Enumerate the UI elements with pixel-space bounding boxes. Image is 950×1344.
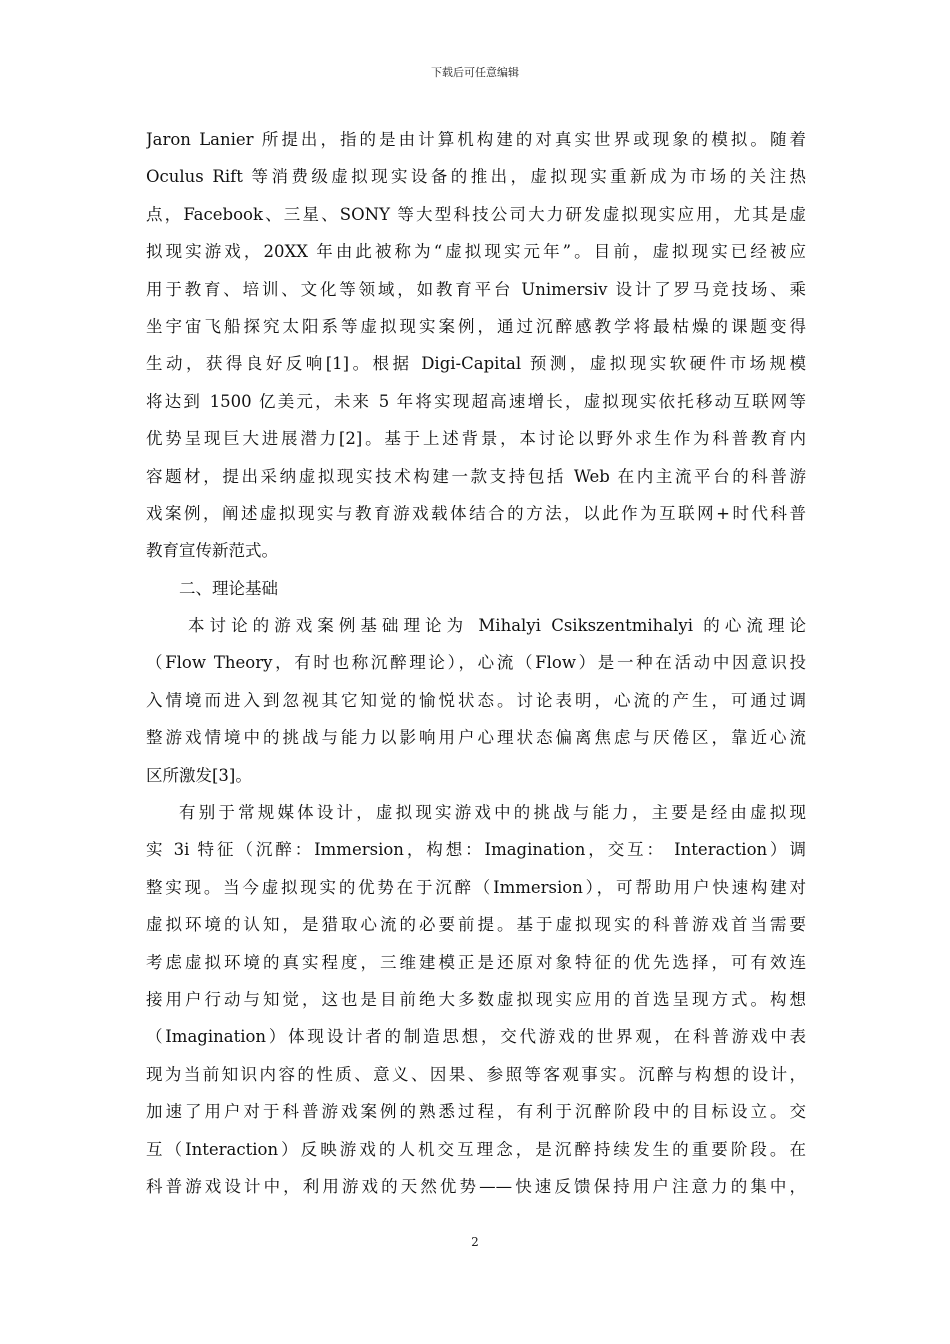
text-line: 接用户行动与知觉，这也是目前绝大多数虚拟现实应用的首选呈现方式。构想 (146, 989, 806, 1009)
text-line: 优势呈现巨大进展潜力[2]。基于上述背景，本讨论以野外求生作为科普教育内 (146, 429, 806, 449)
text-line: 点，Facebook、三星、SONY 等大型科技公司大力研发虚拟现实应用，尤其是虚 (146, 204, 806, 224)
page-header: 下载后可任意编辑 (431, 66, 519, 79)
text-line: 现为当前知识内容的性质、意义、因果、参照等客观事实。沉醉与构想的设计， (146, 1064, 806, 1084)
text-line: 科普游戏设计中，利用游戏的天然优势——快速反馈保持用户注意力的集中， (146, 1176, 806, 1196)
text-line: 将达到 1500 亿美元，未来 5 年将实现超高速增长，虚拟现实依托移动互联网等 (146, 391, 806, 411)
text-line: 实 3i 特征（沉醉：Immersion，构想：Imagination，交互： Interaction）调 (146, 840, 806, 860)
text-line: 本讨论的游戏案例基础理论为 Mihalyi Csikszentmihalyi 的心流理论 (188, 616, 806, 636)
text-line: 坐宇宙飞船探究太阳系等虚拟现实案例，通过沉醉感教学将最枯燥的课题变得 (146, 316, 806, 336)
text-line: 加速了用户对于科普游戏案例的熟悉过程，有利于沉醉阶段中的目标设立。交 (146, 1102, 806, 1122)
text-line: 拟现实游戏，20XX 年由此被称为“虚拟现实元年”。目前，虚拟现实已经被应 (146, 242, 806, 262)
text-line: 整游戏情境中的挑战与能力以影响用户心理状态偏离焦虑与厌倦区，靠近心流 (146, 728, 806, 748)
body-text (146, 121, 806, 1205)
text-line: （Flow Theory，有时也称沉醉理论），心流（Flow）是一种在活动中因意识投 (146, 653, 806, 673)
text-line: （Imagination）体现设计者的制造思想，交代游戏的世界观，在科普游戏中表 (146, 1027, 806, 1047)
text-line: 有别于常规媒体设计，虚拟现实游戏中的挑战与能力，主要是经由虚拟现 (179, 803, 806, 823)
page-number: 2 (471, 1235, 479, 1249)
text-line: 生动，获得良好反响[1]。根据 Digi-Capital 预测，虚拟现实软硬件市场规模 (146, 354, 806, 374)
text-line: 用于教育、培训、文化等领域，如教育平台 Unimersiv 设计了罗马竞技场、乘 (146, 279, 806, 299)
text-line: 考虑虚拟环境的真实程度，三维建模正是还原对象特征的优先选择，可有效连 (146, 952, 806, 972)
text-line: 互（Interaction）反映游戏的人机交互理念，是沉醉持续发生的重要阶段。在 (146, 1139, 806, 1159)
text-line: 入情境而进入到忽视其它知觉的愉悦状态。讨论表明，心流的产生，可通过调 (146, 690, 806, 710)
text-line: Jaron Lanier 所提出，指的是由计算机构建的对真实世界或现象的模拟。随着 (146, 130, 806, 149)
text-line: 区所激发[3]。 (146, 765, 252, 785)
text-line: 教育宣传新范式。 (146, 541, 278, 561)
text-line: 虚拟环境的认知，是猎取心流的必要前提。基于虚拟现实的科普游戏首当需要 (146, 915, 806, 935)
text-line: 容题材，提出采纳虚拟现实技术构建一款支持包括 Web 在内主流平台的科普游 (146, 466, 806, 486)
text-line: 整实现。当今虚拟现实的优势在于沉醉（Immersion），可帮助用户快速构建对 (146, 877, 806, 897)
text-line: 戏案例，阐述虚拟现实与教育游戏载体结合的方法，以此作为互联网+时代科普 (146, 503, 806, 523)
section-heading: 二、理论基础 (179, 578, 278, 598)
text-line: Oculus Rift 等消费级虚拟现实设备的推出，虚拟现实重新成为市场的关注热 (146, 167, 806, 187)
